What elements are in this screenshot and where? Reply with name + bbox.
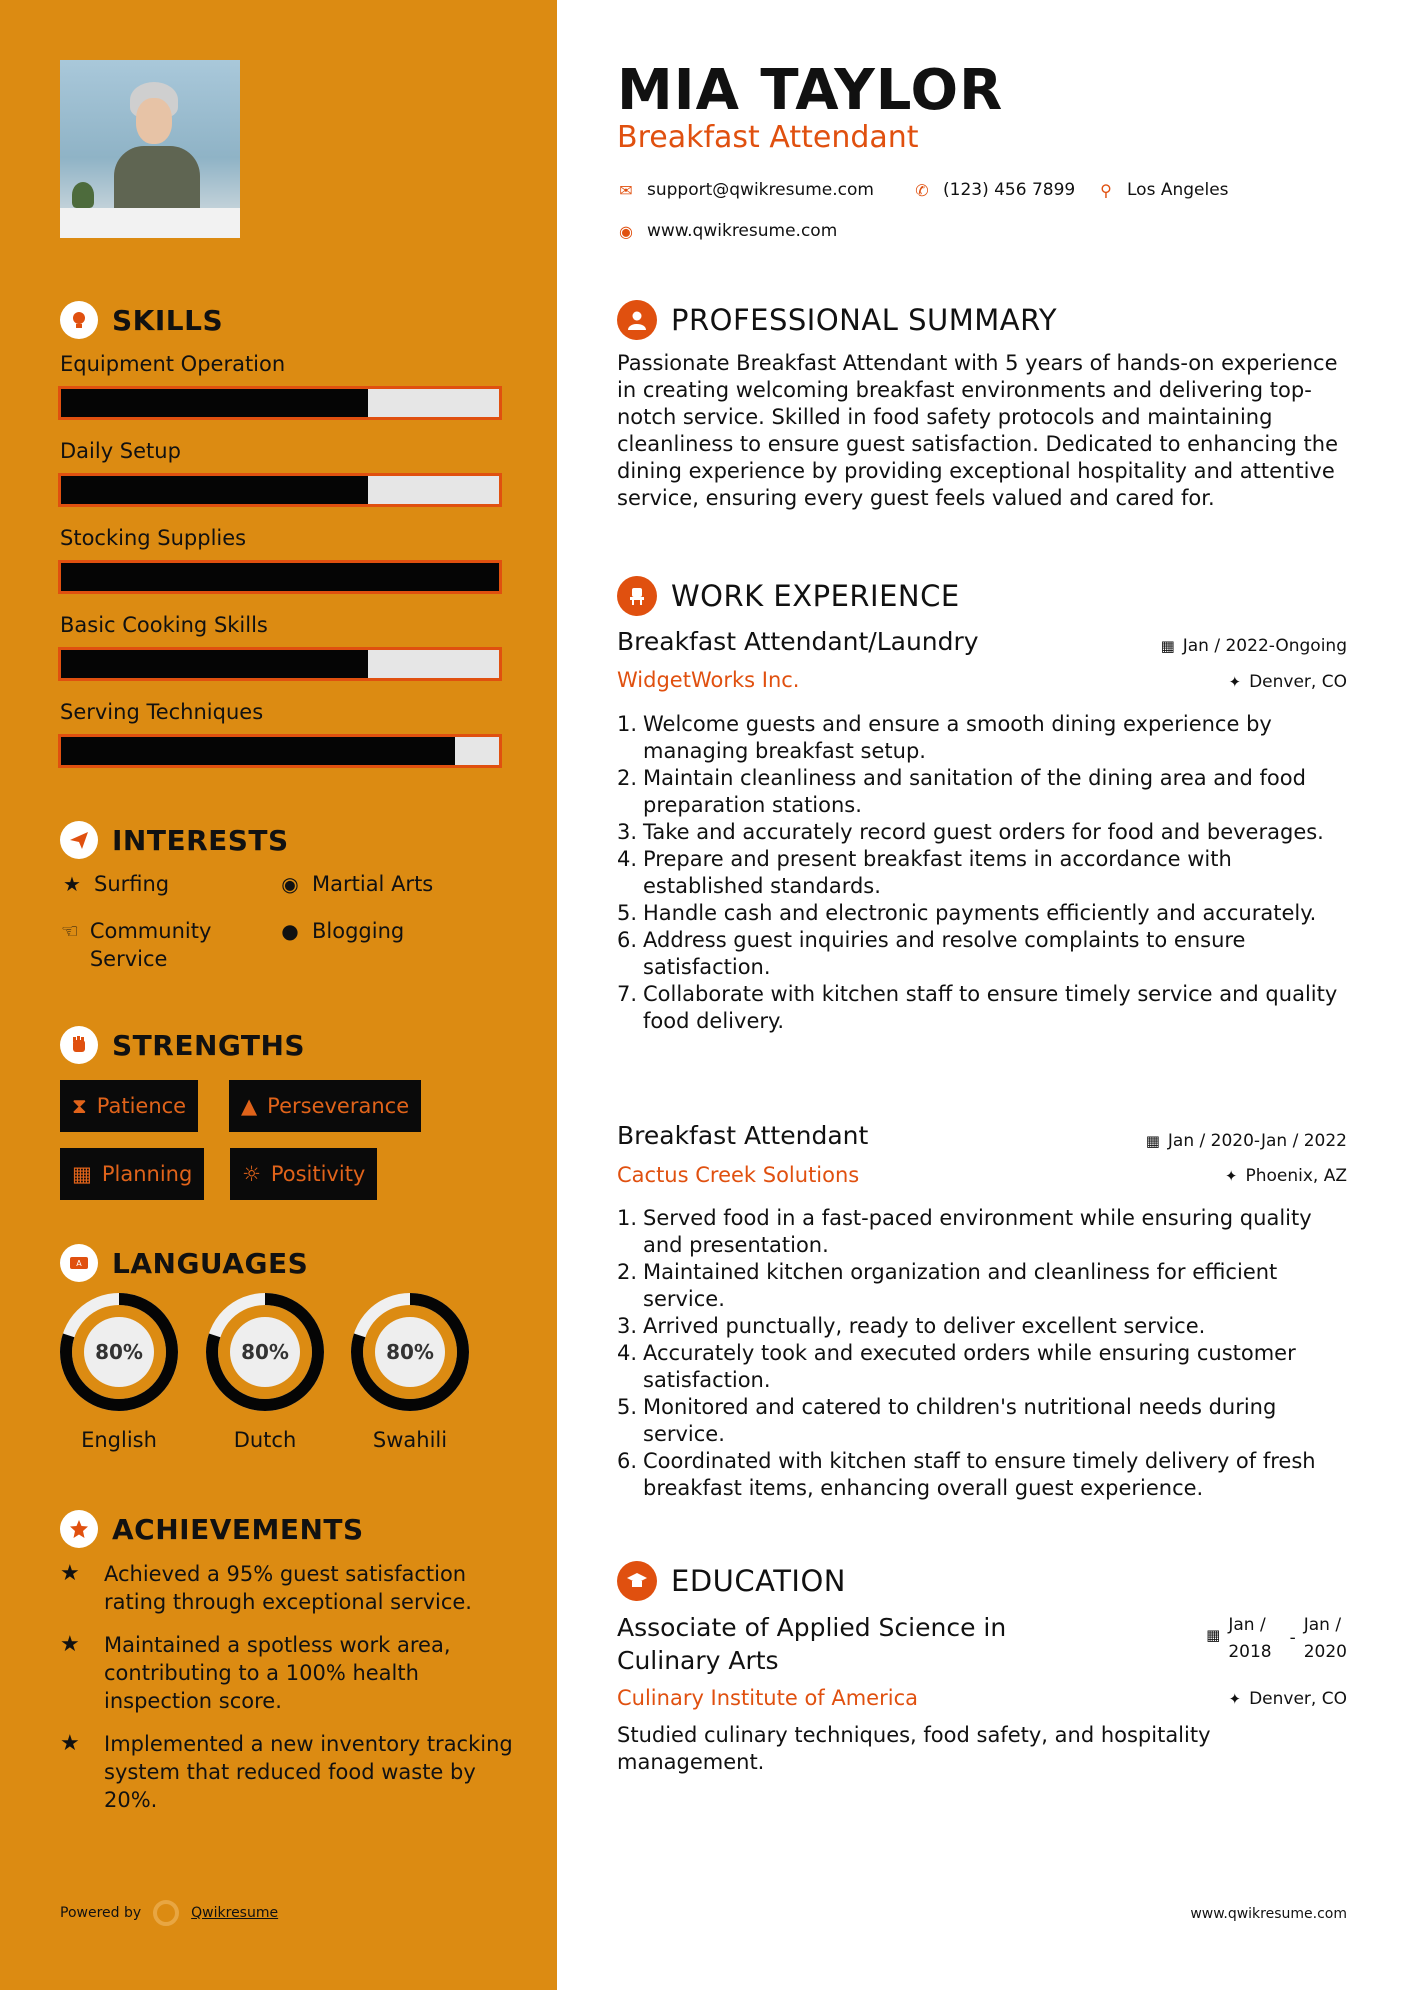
education-description: Studied culinary techniques, food safety, and hospitality management. (617, 1723, 1211, 1774)
sidebar (0, 0, 557, 1990)
candidate-role: Breakfast Attendant (617, 120, 919, 155)
interest-item: ● Blogging (278, 917, 498, 945)
language-ring (59, 1292, 179, 1412)
skill-name: Serving Techniques (60, 700, 264, 724)
globe-icon: ◉ (619, 221, 633, 241)
language-name: Swahili (372, 1428, 448, 1452)
list-item: 2. Maintain cleanliness and sanitation of the dining area and food preparation stations. (617, 766, 1306, 817)
list-item: 4. Prepare and present breakfast items in accordance with established standards. (617, 847, 1232, 898)
pin-icon: ✦ (1224, 1167, 1238, 1185)
achievement-item: ★ Achieved a 95% guest satisfaction rating through exceptional service. (60, 1561, 472, 1614)
job-title: Breakfast Attendant/Laundry (617, 627, 979, 656)
job-title: Breakfast Attendant (617, 1121, 869, 1150)
language-ring (205, 1292, 325, 1412)
job-location: ✦ Denver, CO (1228, 672, 1347, 692)
calendar-icon: ▦ (1145, 1132, 1160, 1150)
strength-badge: ▲ Perseverance (229, 1080, 421, 1132)
interest-item: ★ Surfing (60, 870, 260, 898)
svg-text:80%: 80% (241, 1340, 289, 1364)
skill-name: Equipment Operation (60, 352, 286, 376)
svg-text:A: A (76, 1259, 82, 1268)
calendar-icon: ▦ (72, 1162, 92, 1186)
achievements-heading (60, 1510, 364, 1548)
strengths-heading (60, 1026, 305, 1064)
footer-website[interactable]: www.qwikresume.com (1190, 1906, 1347, 1922)
list-item: 6. Coordinated with kitchen staff to ensure timely delivery of fresh breakfast items, enhancing overall guest experience. (617, 1449, 1316, 1500)
job-dates: ▦ Jan / 2022-Ongoing (1160, 636, 1347, 656)
graduate-icon (617, 1561, 657, 1601)
experience-heading: WORK EXPERIENCE (617, 576, 960, 616)
skill-bar (58, 386, 502, 420)
user-icon (617, 300, 657, 340)
strength-badge: ☼ Positivity (230, 1148, 377, 1200)
languages-title: LANGUAGES (112, 1246, 309, 1280)
list-item: 5. Handle cash and electronic payments efficiently and accurately. (617, 901, 1317, 925)
profile-photo (60, 60, 240, 238)
star-icon: ★ (63, 872, 81, 896)
skill-bar (58, 473, 502, 507)
list-item: 2. Maintained kitchen organization and cleanliness for efficient service. (617, 1260, 1278, 1311)
calendar-icon: ▦ (1206, 1626, 1221, 1644)
strengths-title: STRENGTHS (112, 1028, 306, 1062)
pin-icon: ✦ (1228, 1690, 1242, 1708)
job-bullets (617, 711, 1357, 1035)
interests-heading (60, 821, 289, 859)
strength-badge: ⧗ Patience (60, 1080, 198, 1132)
achievement-item: ★ Implemented a new inventory tracking system that reduced food waste by 20%. (60, 1731, 513, 1812)
strength-badge: ▦ Planning (60, 1148, 204, 1200)
candidate-name: MIA TAYLOR (617, 58, 1004, 123)
education-location: ✦ Denver, CO (1228, 1689, 1347, 1709)
skill-bar (58, 560, 502, 594)
list-item: 6. Address guest inquiries and resolve complaints to ensure satisfaction. (617, 928, 1246, 979)
paper-plane-icon (60, 821, 98, 859)
summary-text: Passionate Breakfast Attendant with 5 years of hands-on experience in creating welcoming breakfast environments and delivering top-notch service. Skilled in food safety protocols and maintaining cleanliness to ensure guest satisfaction. Dedicated to enhancing the dining experience by providing exceptional hospitality and attentive service, ensuring every guest feels valued and cared for. (617, 351, 1339, 510)
education-heading: EDUCATION (617, 1561, 846, 1601)
shooting-star-icon: ★ (60, 1731, 80, 1756)
svg-text:80%: 80% (386, 1340, 434, 1364)
lightbulb-icon (60, 301, 98, 339)
phone-contact[interactable]: ✆ (123) 456 7899 (913, 180, 1075, 200)
main-content (557, 0, 1407, 1990)
list-item: 3. Take and accurately record guest orders for food and beverages. (617, 820, 1324, 844)
envelope-icon: ✉ (619, 180, 633, 200)
users-icon: ● (281, 919, 299, 943)
language-ring (350, 1292, 470, 1412)
interest-item: ☜ Community Service (60, 919, 212, 971)
hand-icon: ☜ (60, 919, 79, 943)
interest-item: ◉ Martial Arts (278, 870, 498, 898)
skill-name: Basic Cooking Skills (60, 613, 268, 637)
company-name: Cactus Creek Solutions (617, 1163, 860, 1187)
language-item (205, 1292, 325, 1452)
qwikresume-logo-icon (153, 1900, 179, 1926)
skills-title: SKILLS (112, 303, 224, 337)
powered-by: Powered by Qwikresume (60, 1900, 278, 1926)
fist-icon (60, 1026, 98, 1064)
email-contact[interactable]: ✉ support@qwikresume.com (617, 180, 874, 200)
job-location: ✦ Phoenix, AZ (1224, 1166, 1347, 1186)
job-bullets (617, 1205, 1357, 1502)
degree-title: Associate of Applied Science in Culinary Arts (617, 1613, 1007, 1675)
pin-icon: ✦ (1228, 673, 1242, 691)
achievement-item: ★ Maintained a spotless work area, contributing to a 100% health inspection score. (60, 1632, 451, 1713)
calendar-icon: ▦ (1160, 637, 1175, 655)
summary-heading: PROFESSIONAL SUMMARY (617, 300, 1057, 340)
chair-icon (617, 576, 657, 616)
language-name: English (81, 1428, 157, 1452)
skill-name: Stocking Supplies (60, 526, 247, 550)
language-icon (60, 1244, 98, 1282)
skill-bar (58, 734, 502, 768)
list-item: 1. Welcome guests and ensure a smooth dining experience by managing breakfast setup. (617, 712, 1272, 763)
list-item: 7. Collaborate with kitchen staff to ensure timely service and quality food delivery. (617, 982, 1338, 1033)
list-item: 1. Served food in a fast-paced environment while ensuring quality and presentation. (617, 1206, 1312, 1257)
skill-bar (58, 647, 502, 681)
phone-icon: ✆ (915, 180, 929, 200)
language-item (59, 1292, 179, 1452)
shooting-star-icon: ★ (60, 1561, 80, 1586)
road-icon: ▲ (241, 1094, 258, 1118)
job-dates: ▦ Jan / 2020-Jan / 2022 (1145, 1131, 1347, 1151)
skill-name: Daily Setup (60, 439, 181, 463)
hourglass-icon: ⧗ (72, 1093, 87, 1118)
achievements-title: ACHIEVEMENTS (112, 1512, 364, 1546)
company-name: WidgetWorks Inc. (617, 668, 800, 692)
list-item: 3. Arrived punctually, ready to deliver excellent service. (617, 1314, 1206, 1338)
languages-heading (60, 1244, 308, 1282)
shooting-star-icon: ★ (60, 1632, 80, 1657)
svg-text:80%: 80% (95, 1340, 143, 1364)
skills-heading (60, 301, 223, 339)
list-item: 4. Accurately took and executed orders while ensuring customer satisfaction. (617, 1341, 1296, 1392)
location-contact: ⚲ Los Angeles (1097, 180, 1229, 200)
education-dates: ▦ Jan / 2018 - Jan / 2020 (1206, 1615, 1347, 1662)
website-contact[interactable]: ◉ www.qwikresume.com (617, 221, 837, 241)
sun-icon: ☼ (242, 1162, 261, 1186)
language-name: Dutch (233, 1428, 297, 1452)
school-name: Culinary Institute of America (617, 1686, 918, 1710)
interests-title: INTERESTS (112, 823, 289, 857)
map-pin-icon: ⚲ (1100, 180, 1112, 200)
globe-icon: ◉ (281, 872, 299, 896)
trophy-star-icon (60, 1510, 98, 1548)
qwikresume-link[interactable]: Qwikresume (191, 1905, 279, 1921)
language-item (350, 1292, 470, 1452)
list-item: 5. Monitored and catered to children's nutritional needs during service. (617, 1395, 1277, 1446)
